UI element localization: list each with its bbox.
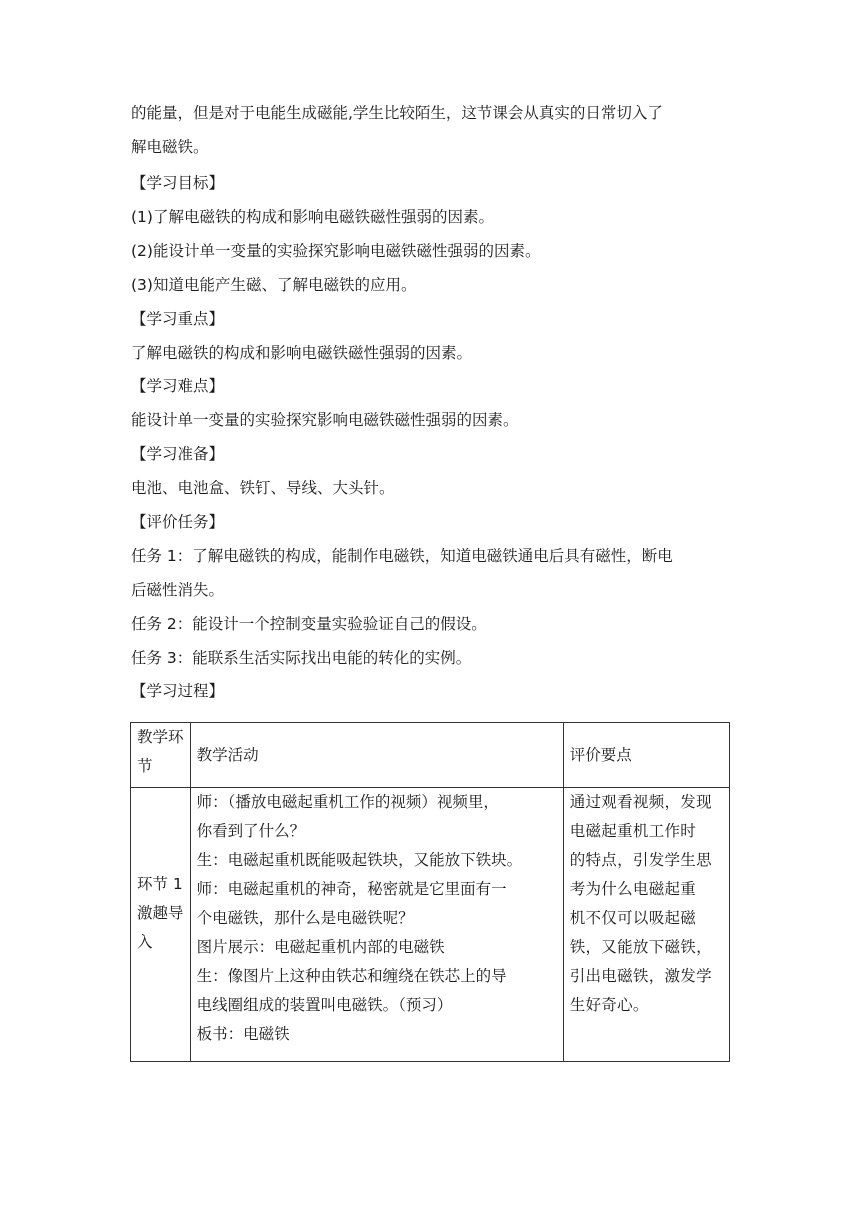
activity-line: 师：（播放电磁起重机工作的视频）视频里， bbox=[196, 793, 499, 811]
process-heading: 【学习过程】 bbox=[131, 682, 225, 700]
stage-line: 入 bbox=[137, 933, 153, 951]
preparation-text: 电池、电池盒、铁钉、导线、大头针。 bbox=[131, 479, 395, 497]
evaluation-line: 电磁起重机工作时 bbox=[569, 822, 697, 840]
task-1-line-1: 任务 1：了解电磁铁的构成，能制作电磁铁，知道电磁铁通电后具有磁性，断电 bbox=[131, 547, 673, 565]
activity-line: 图片展示：电磁起重机内部的电磁铁 bbox=[196, 938, 445, 956]
activity-line: 你看到了什么？ bbox=[196, 822, 306, 840]
activity-line: 个电磁铁，那什么是电磁铁呢？ bbox=[196, 909, 414, 927]
activity-line: 电线圈组成的装置叫电磁铁。（预习） bbox=[196, 996, 453, 1014]
activity-line: 生：像图片上这种由铁芯和缠绕在铁芯上的导 bbox=[196, 967, 507, 985]
task-3: 任务 3：能联系生活实际找出电能的转化的实例。 bbox=[131, 649, 472, 667]
key-points-text: 了解电磁铁的构成和影响电磁铁磁性强弱的因素。 bbox=[131, 344, 473, 362]
evaluation-line: 生好奇心。 bbox=[569, 996, 649, 1014]
stage-line: 激趣导 bbox=[137, 904, 184, 922]
header-stage bbox=[131, 723, 191, 788]
stage-cell bbox=[131, 788, 191, 1062]
evaluation-line: 引出电磁铁，激发学 bbox=[569, 967, 712, 985]
tasks-heading: 【评价任务】 bbox=[131, 513, 225, 531]
intro-line-1: 的能量，但是对于电能生成磁能,学生比较陌生，这节课会从真实的日常切入了 bbox=[131, 104, 663, 122]
header-stage-line-2: 节 bbox=[137, 757, 153, 775]
preparation-heading: 【学习准备】 bbox=[131, 445, 225, 463]
objective-item-1: (1)了解电磁铁的构成和影响电磁铁磁性强弱的因素。 bbox=[131, 208, 494, 226]
task-2: 任务 2：能设计一个控制变量实验验证自己的假设。 bbox=[131, 615, 487, 633]
difficulties-text: 能设计单一变量的实验探究影响电磁铁磁性强弱的因素。 bbox=[131, 411, 519, 429]
stage-line: 环节 1 bbox=[137, 875, 183, 893]
learning-process-table bbox=[130, 722, 730, 1062]
header-stage-line-1: 教学环 bbox=[137, 728, 184, 746]
evaluation-cell bbox=[563, 788, 729, 1062]
objective-item-2: (2)能设计单一变量的实验探究影响电磁铁磁性强弱的因素。 bbox=[131, 242, 541, 260]
evaluation-line: 的特点，引发学生思 bbox=[569, 851, 712, 869]
activity-line: 师：电磁起重机的神奇，秘密就是它里面有一 bbox=[196, 880, 507, 898]
table-row bbox=[131, 788, 730, 1062]
table-header-row bbox=[131, 723, 730, 788]
objective-item-3: (3)知道电能产生磁、了解电磁铁的应用。 bbox=[131, 276, 417, 294]
activity-line: 生：电磁起重机既能吸起铁块，又能放下铁块。 bbox=[196, 851, 523, 869]
evaluation-line: 通过观看视频，发现 bbox=[569, 793, 712, 811]
evaluation-line: 铁，又能放下磁铁， bbox=[569, 938, 712, 956]
task-1-line-2: 后磁性消失。 bbox=[131, 581, 225, 599]
header-activity: 教学活动 bbox=[190, 723, 563, 788]
header-evaluation: 评价要点 bbox=[563, 723, 729, 788]
activity-cell bbox=[190, 788, 563, 1062]
difficulties-heading: 【学习难点】 bbox=[131, 377, 225, 395]
intro-line-2: 解电磁铁。 bbox=[131, 138, 209, 156]
evaluation-line: 机不仅可以吸起磁 bbox=[569, 909, 697, 927]
activity-line: 板书：电磁铁 bbox=[196, 1025, 290, 1043]
key-points-heading: 【学习重点】 bbox=[131, 310, 225, 328]
objectives-heading: 【学习目标】 bbox=[131, 174, 225, 192]
evaluation-line: 考为什么电磁起重 bbox=[569, 880, 697, 898]
